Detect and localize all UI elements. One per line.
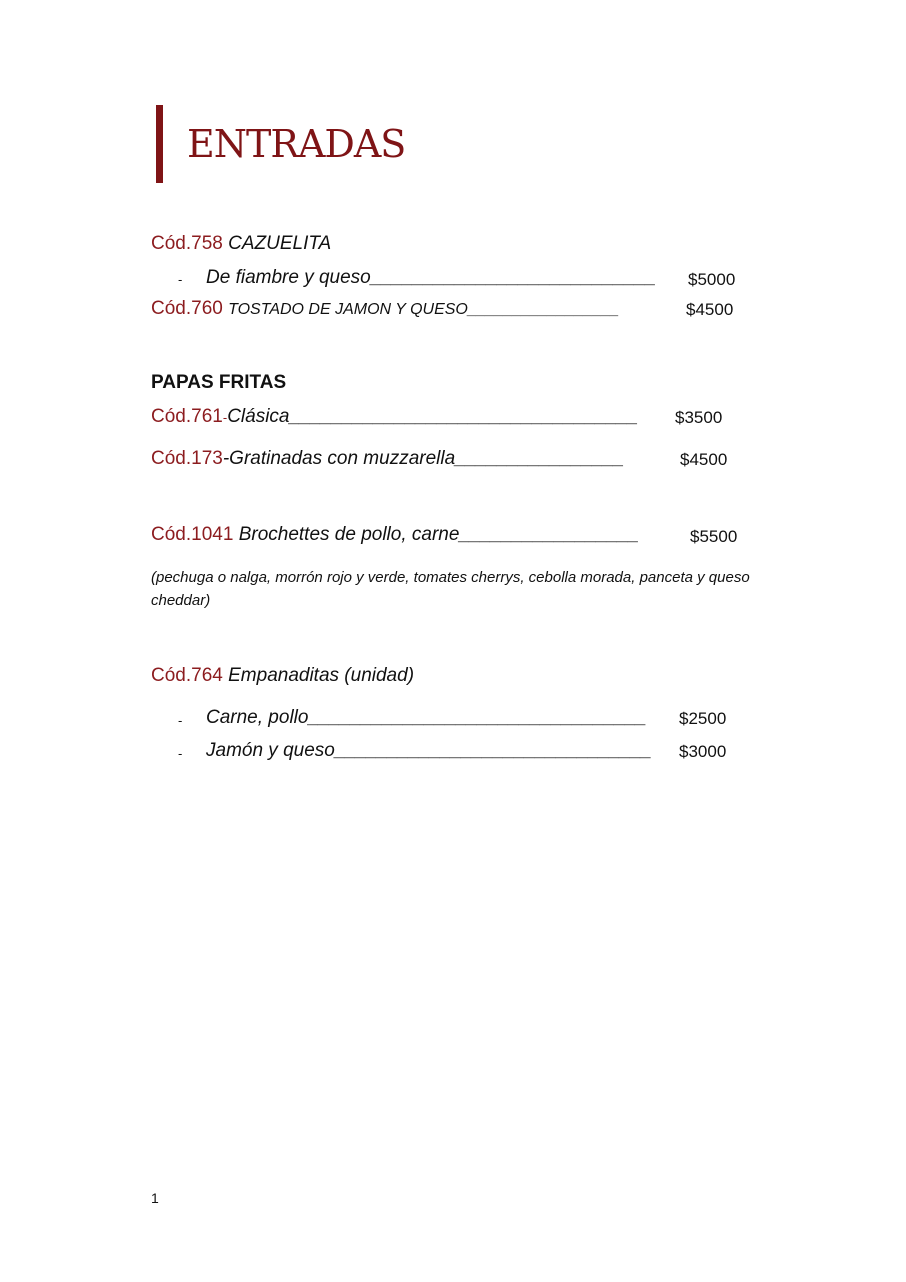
- item-price: $4500: [686, 300, 734, 319]
- section-heading-papas: PAPAS FRITAS: [151, 372, 287, 393]
- item-description: (pechuga o nalga, morrón rojo y verde, tomates cherrys, cebolla morada, panceta y queso cheddar): [151, 569, 750, 609]
- item-price: $4500: [680, 450, 728, 469]
- item-code: Cód.760: [151, 298, 223, 319]
- page-number: 1: [151, 1190, 159, 1206]
- item-dash: -: [222, 410, 228, 425]
- item-name: Clásica_________________________________: [227, 406, 639, 427]
- item-name: CAZUELITA: [228, 233, 332, 254]
- item-name: TOSTADO DE JAMON Y QUESO_________________: [228, 301, 620, 318]
- item-name: Empanaditas (unidad): [228, 665, 415, 686]
- menu-subitem-fiambre: [206, 267, 656, 289]
- item-code: Cód.764: [151, 665, 223, 686]
- item-name: De fiambre y queso___________________________: [206, 267, 657, 288]
- menu-item-brochettes: [151, 524, 639, 546]
- menu-item-empanaditas: [151, 665, 414, 687]
- page-title: ENTRADAS: [187, 122, 406, 166]
- item-code: Cód.758: [151, 233, 223, 254]
- menu-subitem-jamon-queso: Jamón y queso______________________________: [206, 740, 652, 761]
- menu-item-cazuelita: [151, 233, 331, 255]
- item-price: $3000: [679, 742, 727, 761]
- bullet-dash: -: [178, 713, 183, 728]
- item-name: Brochettes de pollo, carne_________________: [238, 524, 640, 545]
- item-price: $2500: [679, 709, 727, 728]
- item-price: $5500: [690, 527, 738, 546]
- item-name: -Gratinadas con muzzarella________________: [222, 448, 625, 469]
- heading-bar: [156, 105, 163, 183]
- bullet-dash: -: [178, 272, 183, 287]
- menu-item-clasica: [151, 406, 638, 428]
- item-price: $3500: [675, 408, 723, 427]
- bullet-dash: -: [178, 746, 183, 761]
- menu-item-tostado: [151, 298, 619, 320]
- item-code: Cód.1041: [151, 524, 234, 545]
- item-code: Cód.761: [151, 406, 223, 427]
- item-code: Cód.173: [151, 448, 223, 469]
- menu-item-gratinadas: [151, 448, 624, 470]
- item-price: $5000: [688, 270, 736, 289]
- menu-subitem-carne-pollo: Carne, pollo________________________________: [206, 707, 647, 728]
